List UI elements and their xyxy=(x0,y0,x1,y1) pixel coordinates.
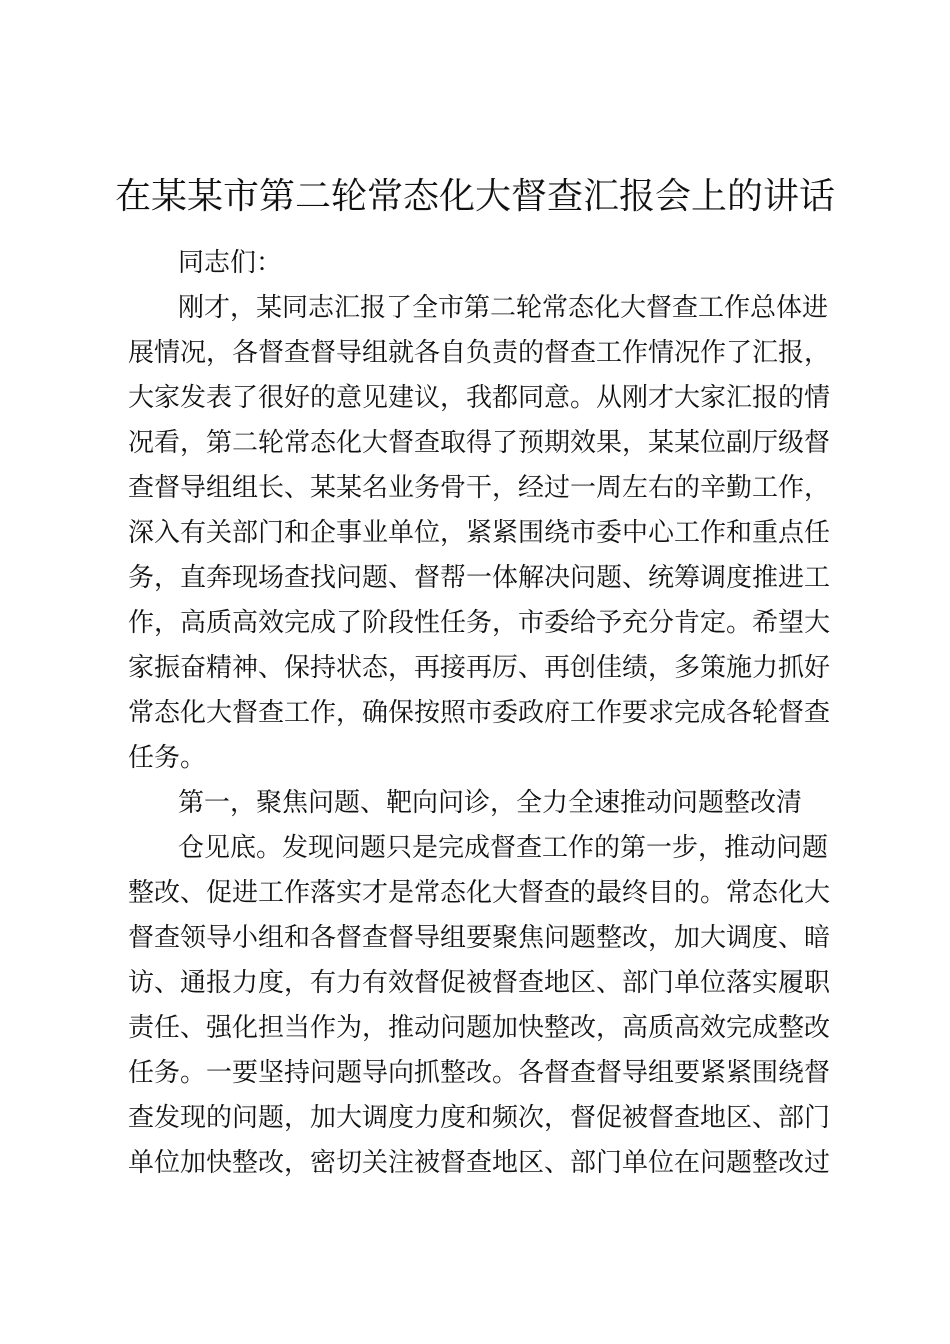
body-text-line: 展情况，各督查督导组就各自负责的督查工作情况作了汇报， xyxy=(128,338,831,368)
document-title: 在某某市第二轮常态化大督查汇报会上的讲话 xyxy=(114,176,835,217)
body-text-line: 单位加快整改，密切关注被督查地区、部门单位在问题整改过 xyxy=(128,1148,831,1178)
body-text-line: 督查领导小组和各督查督导组要聚焦问题整改，加大调度、暗 xyxy=(128,923,831,953)
body-text-line: 任务。一要坚持问题导向抓整改。各督查督导组要紧紧围绕督 xyxy=(128,1058,831,1088)
section-heading-line: 第一，聚焦问题、靶向问诊，全力全速推动问题整改清 xyxy=(178,788,803,818)
salutation-line: 同志们： xyxy=(178,248,283,278)
body-text-line: 整改、促进工作落实才是常态化大督查的最终目的。常态化大 xyxy=(128,878,831,908)
body-text-line: 大家发表了很好的意见建议，我都同意。从刚才大家汇报的情 xyxy=(128,383,831,413)
body-text-line: 常态化大督查工作，确保按照市委政府工作要求完成各轮督查 xyxy=(128,698,831,728)
body-text-line: 刚才，某同志汇报了全市第二轮常态化大督查工作总体进 xyxy=(178,293,829,323)
body-text-line: 家振奋精神、保持状态，再接再厉、再创佳绩，多策施力抓好 xyxy=(128,653,831,683)
body-text-line: 查发现的问题，加大调度力度和频次，督促被督查地区、部门 xyxy=(128,1103,831,1133)
body-text-line: 访、通报力度，有力有效督促被督查地区、部门单位落实履职 xyxy=(128,968,831,998)
body-text-line: 仓见底。发现问题只是完成督查工作的第一步，推动问题 xyxy=(178,833,829,863)
body-text-line: 深入有关部门和企事业单位，紧紧围绕市委中心工作和重点任 xyxy=(128,518,831,548)
body-text-line: 况看，第二轮常态化大督查取得了预期效果，某某位副厅级督 xyxy=(128,428,831,458)
body-text-line: 任务。 xyxy=(128,743,207,773)
body-text-line: 务，直奔现场查找问题、督帮一体解决问题、统筹调度推进工 xyxy=(128,563,831,593)
body-text-line: 责任、强化担当作为，推动问题加快整改，高质高效完成整改 xyxy=(128,1013,831,1043)
body-text-line: 查督导组组长、某某名业务骨干，经过一周左右的辛勤工作， xyxy=(128,473,831,503)
body-text-line: 作，高质高效完成了阶段性任务，市委给予充分肯定。希望大 xyxy=(128,608,831,638)
